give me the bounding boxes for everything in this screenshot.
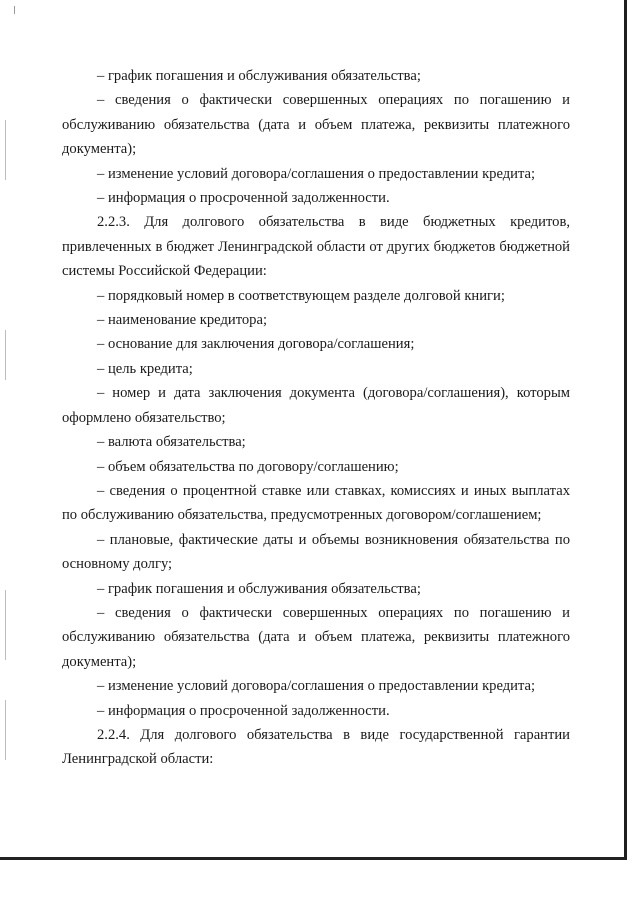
list-item: – график погашения и обслуживания обязательства; [97,580,421,597]
list-item: – изменение условий договора/соглашения о предоставлении кредита; [97,678,536,695]
list-item: – цель кредита; [97,360,193,377]
list-item: – сведения о фактически совершенных операциях по погашению и обслуживанию обязательства (дата и объем платежа, реквизиты платежного документа); [62,92,570,158]
list-item: – порядковый номер в соответствующем разделе долговой книги; [97,287,505,304]
list-item: – график погашения и обслуживания обязательства; [97,68,421,84]
scan-mark [14,6,15,14]
scan-mark [5,590,6,660]
list-item: – валюта обязательства; [97,434,246,451]
list-item: – объем обязательства по договору/соглашению; [97,458,399,475]
list-item: – наименование кредитора; [97,312,268,329]
list-item: – номер и дата заключения документа (договора/соглашения), которым оформлено обязательство; [62,385,570,426]
page-border-bottom [0,857,626,860]
scan-mark [5,120,6,180]
list-item: – основание для заключения договора/соглашения; [97,336,415,353]
section-heading-2-2-4: 2.2.4. Для долгового обязательства в виде государственной гарантии Ленинградской области: [62,726,570,768]
list-item: – плановые, фактические даты и объемы возникновения обязательства по основному долгу; [62,531,570,573]
section-heading-2-2-3: 2.2.3. Для долгового обязательства в виде бюджетных кредитов, привлеченных в бюджет Ленинградской области от других бюджетов бюджетной системы Российской Федерации: [62,214,570,280]
list-item: – изменение условий договора/соглашения о предоставлении кредита; [97,165,536,182]
scan-mark [5,330,6,380]
scan-mark [5,700,6,760]
page-border-right [624,0,627,860]
left-margin-scan-marks [5,0,8,860]
list-item: – информация о просроченной задолженности. [97,702,390,719]
list-item: – информация о просроченной задолженности. [97,190,390,207]
list-item: – сведения о процентной ставке или ставках, комиссиях и иных выплатах по обслуживанию обязательства, предусмотренных договором/соглашением; [62,482,570,524]
document-body [62,64,570,772]
list-item: – сведения о фактически совершенных операциях по погашению и обслуживанию обязательства (дата и объем платежа, реквизиты платежного документа); [62,604,570,670]
